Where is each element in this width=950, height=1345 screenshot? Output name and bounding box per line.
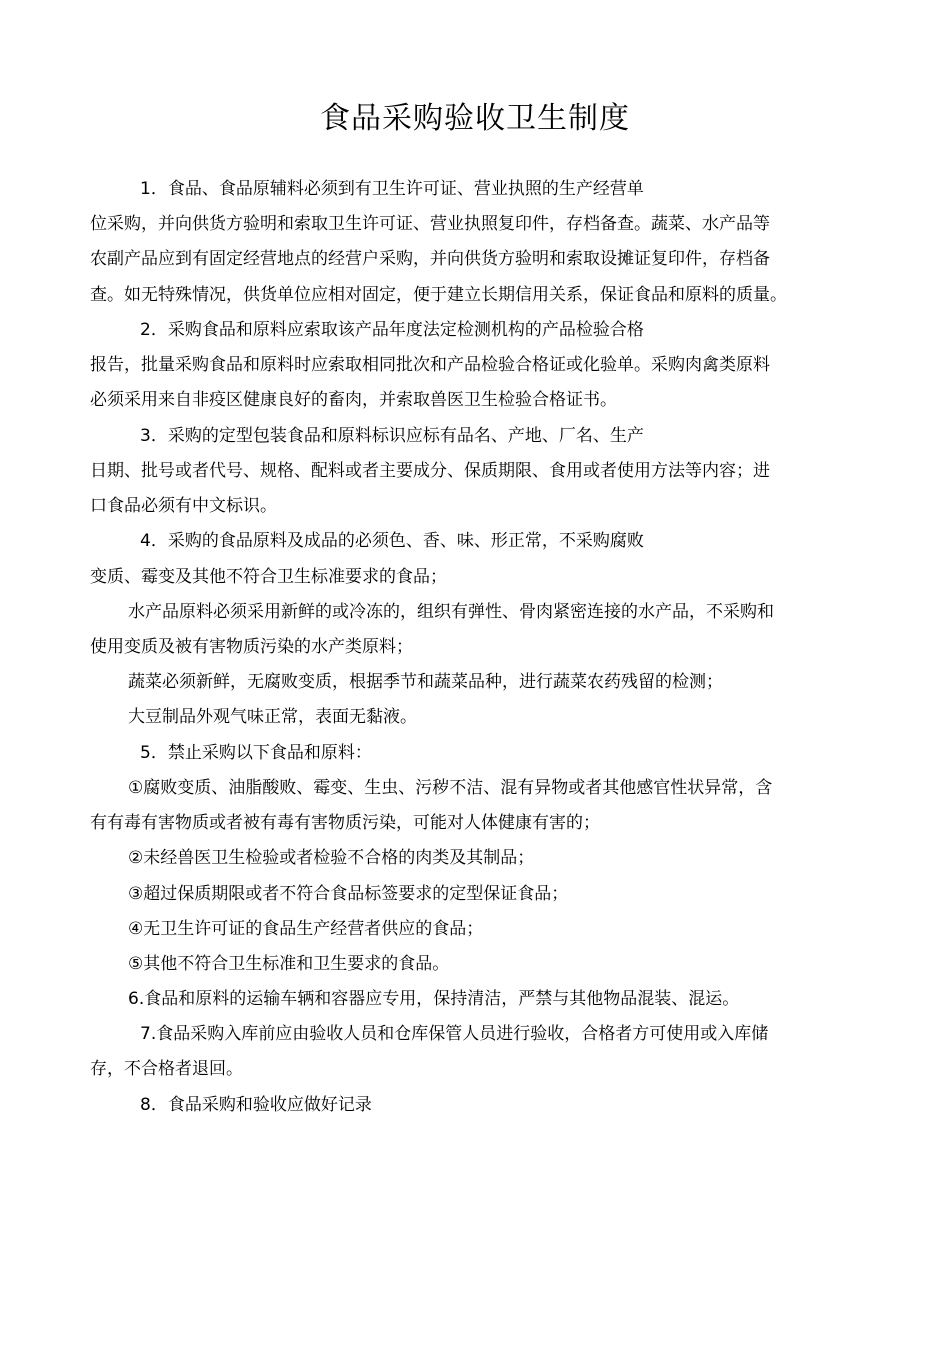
paragraph-3-line-1: 3．采购的定型包装食品和原料标识应标有品名、产地、厂名、生产 [140, 426, 644, 446]
paragraph-aquatic-line-1: 水产品原料必须采用新鲜的或冷冻的，组织有弹性、骨肉紧密连接的水产品，不采购和 [128, 602, 774, 622]
paragraph-1-line-1: 1．食品、食品原辅料必须到有卫生许可证、营业执照的生产经营单 [140, 179, 644, 199]
paragraph-4-line-1: 4．采购的食品原料及成品的必须色、香、味、形正常，不采购腐败 [140, 531, 644, 551]
paragraph-vegetables: 蔬菜必须新鲜，无腐败变质，根据季节和蔬菜品种，进行蔬菜农药残留的检测； [128, 672, 723, 692]
paragraph-4-line-2: 变质、霉变及其他不符合卫生标准要求的食品； [90, 567, 447, 587]
paragraph-aquatic-line-2: 使用变质及被有害物质污染的水产类原料； [90, 637, 413, 657]
item-1-line-1: ①腐败变质、油脂酸败、霉变、生虫、污秽不洁、混有异物或者其他感官性状异常，含 [128, 778, 773, 798]
paragraph-2-line-2: 报告，批量采购食品和原料时应索取相同批次和产品检验合格证或化验单。采购肉禽类原料 [90, 355, 770, 375]
item-5: ⑤其他不符合卫生标准和卫生要求的食品。 [128, 954, 450, 974]
item-4: ④无卫生许可证的食品生产经营者供应的食品； [128, 919, 484, 939]
paragraph-1-line-3: 农副产品应到有固定经营地点的经营户采购，并向供货方验明和索取设摊证复印件，存档备 [90, 249, 770, 269]
paragraph-3-line-3: 口食品必须有中文标识。 [90, 496, 277, 516]
paragraph-8: 8．食品采购和验收应做好记录 [140, 1095, 372, 1115]
paragraph-3-line-2: 日期、批号或者代号、规格、配料或者主要成分、保质期限、食用或者使用方法等内容；进 [90, 461, 770, 481]
paragraph-5-heading: 5．禁止采购以下食品和原料： [140, 743, 372, 763]
document-title: 食品采购验收卫生制度 [320, 101, 630, 136]
item-2: ②未经兽医卫生检验或者检验不合格的肉类及其制品； [128, 848, 535, 868]
paragraph-6: 6.食品和原料的运输车辆和容器应专用，保持清洁，严禁与其他物品混装、混运。 [128, 989, 740, 1009]
item-1-line-2: 有有毒有害物质或者被有毒有害物质污染，可能对人体健康有害的； [90, 813, 600, 833]
paragraph-soy: 大豆制品外观气味正常，表面无黏液。 [128, 707, 417, 727]
item-3: ③超过保质期限或者不符合食品标签要求的定型保证食品； [128, 884, 569, 904]
paragraph-1-line-2: 位采购，并向供货方验明和索取卫生许可证、营业执照复印件，存档备查。蔬菜、水产品等 [90, 214, 770, 234]
paragraph-2-line-1: 2．采购食品和原料应索取该产品年度法定检测机构的产品检验合格 [140, 320, 644, 340]
paragraph-1-line-4: 查。如无特殊情况，供货单位应相对固定，便于建立长期信用关系，保证食品和原料的质量。 [90, 285, 787, 305]
paragraph-7-line-2: 存，不合格者退回。 [90, 1059, 243, 1079]
paragraph-7-line-1: 7.食品采购入库前应由验收人员和仓库保管人员进行验收，合格者方可使用或入库储 [140, 1024, 769, 1044]
paragraph-2-line-3: 必须采用来自非疫区健康良好的畜肉，并索取兽医卫生检验合格证书。 [90, 390, 617, 410]
